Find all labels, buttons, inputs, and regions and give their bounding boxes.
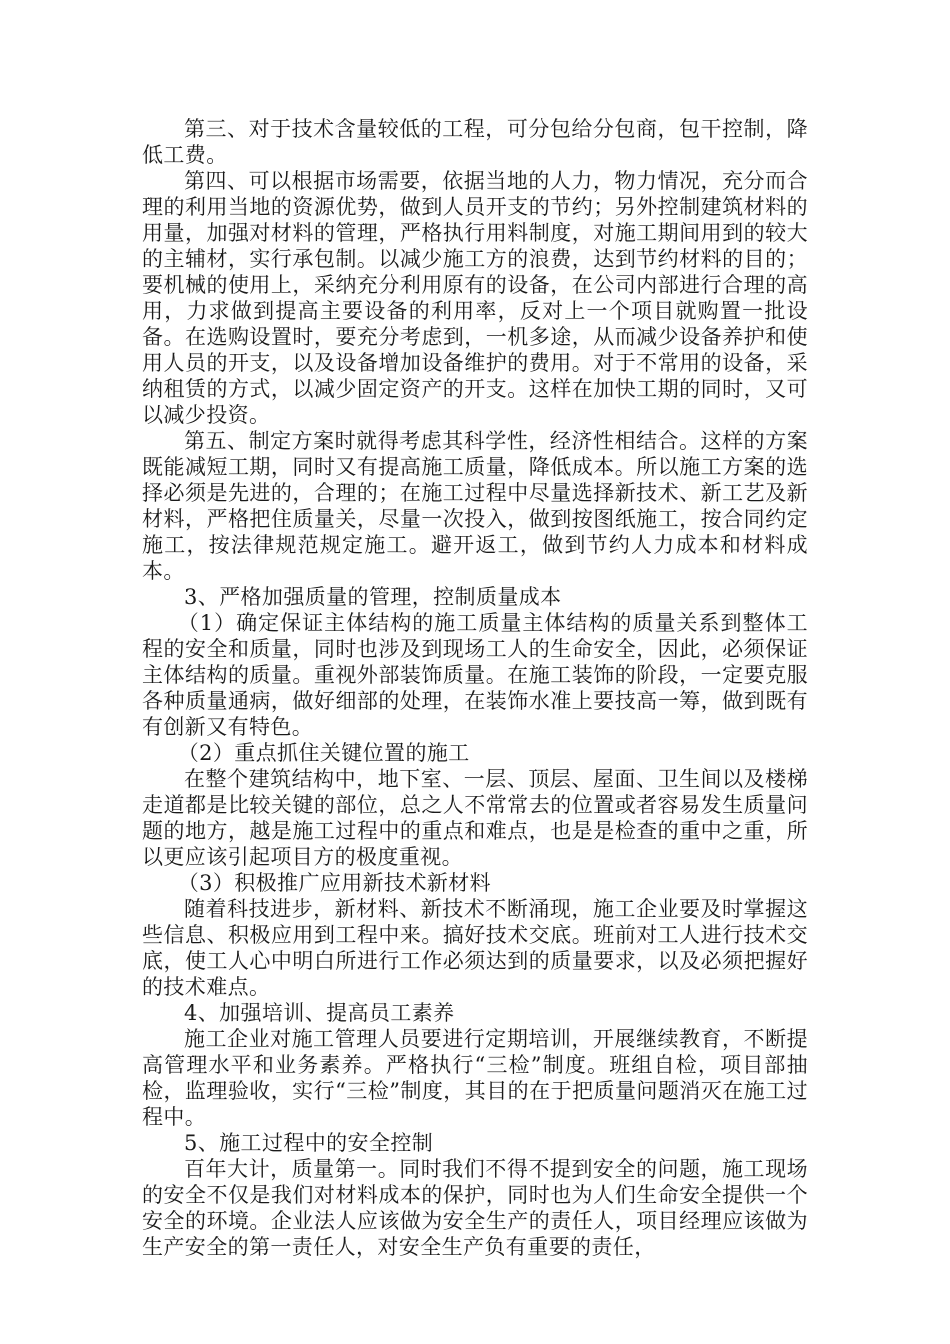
section-heading: 5、施工过程中的安全控制: [184, 1131, 434, 1155]
paragraph: 施工企业对施工管理人员要进行定期培训，开展继续教育，不断提高管理水平和业务素养。严格执行“三检”制度。班组自检，项目部抽检，监理验收，实行“三检”制度，其目的在于把质量问题消灭在施工过程中。: [142, 1027, 808, 1129]
section-heading: 4、加强培训、提高员工素养: [184, 1001, 455, 1025]
paragraph: 第四、可以根据市场需要，依据当地的人力，物力情况，充分而合理的利用当地的资源优势，做到人员开支的节约；另外控制建筑材料的用量，加强对材料的管理，严格执行用料制度，对施工期间用到的较大的主辅材，实行承包制。以减少施工方的浪费，达到节约材料的目的；要机械的使用上，采纳充分利用原有的设备，在公司内部进行合理的高用，力求做到提高主要设备的利用率，反对上一个项目就购置一批设备。在选购设置时，要充分考虑到，一机多途，从而减少设备养护和使用人员的开支，以及设备增加设备维护的费用。对于不常用的设备，采纳租赁的方式，以减少固定资产的开支。这样在加快工期的同时，又可以减少投资。: [142, 169, 808, 427]
sub-heading: （2）重点抓住关键位置的施工: [177, 741, 470, 765]
paragraph: 第三、对于技术含量较低的工程，可分包给分包商，包干控制，降低工费。: [142, 117, 808, 167]
document-body: [142, 116, 808, 1260]
paragraph: 随着科技进步，新材料、新技术不断涌现，施工企业要及时掌握这些信息、积极应用到工程中来。搞好技术交底。班前对工人进行技术交底，使工人心中明白所进行工作必须达到的质量要求，以及必须把握好的技术难点。: [142, 897, 808, 999]
paragraph: 第五、制定方案时就得考虑其科学性，经济性相结合。这样的方案既能减短工期，同时又有提高施工质量，降低成本。所以施工方案的选择必须是先进的，合理的；在施工过程中尽量选择新技术、新工艺及新材料，严格把住质量关，尽量一次投入，做到按图纸施工，按合同约定施工，按法律规范规定施工。避开返工，做到节约人力成本和材料成本。: [142, 429, 808, 583]
paragraph: （1）确定保证主体结构的施工质量主体结构的质量关系到整体工程的安全和质量，同时也涉及到现场工人的生命安全，因此，必须保证主体结构的质量。重视外部装饰质量。在施工装饰的阶段，一定要克服各种质量通病，做好细部的处理，在装饰水准上要技高一筹，做到既有有创新又有特色。: [142, 611, 808, 739]
sub-heading: （3）积极推广应用新技术新材料: [177, 871, 492, 895]
section-heading: 3、严格加强质量的管理，控制质量成本: [184, 585, 562, 609]
paragraph: 在整个建筑结构中，地下室、一层、顶层、屋面、卫生间以及楼梯走道都是比较关键的部位，总之人不常常去的位置或者容易发生质量问题的地方，越是施工过程中的重点和难点，也是是检查的重中之重，所以更应该引起项目方的极度重视。: [142, 767, 808, 869]
paragraph: 百年大计，质量第一。同时我们不得不提到安全的问题，施工现场的安全不仅是我们对材料成本的保护，同时也为人们生命安全提供一个安全的环境。企业法人应该做为安全生产的责任人，项目经理应该做为生产安全的第一责任人，对安全生产负有重要的责任，: [142, 1157, 808, 1259]
